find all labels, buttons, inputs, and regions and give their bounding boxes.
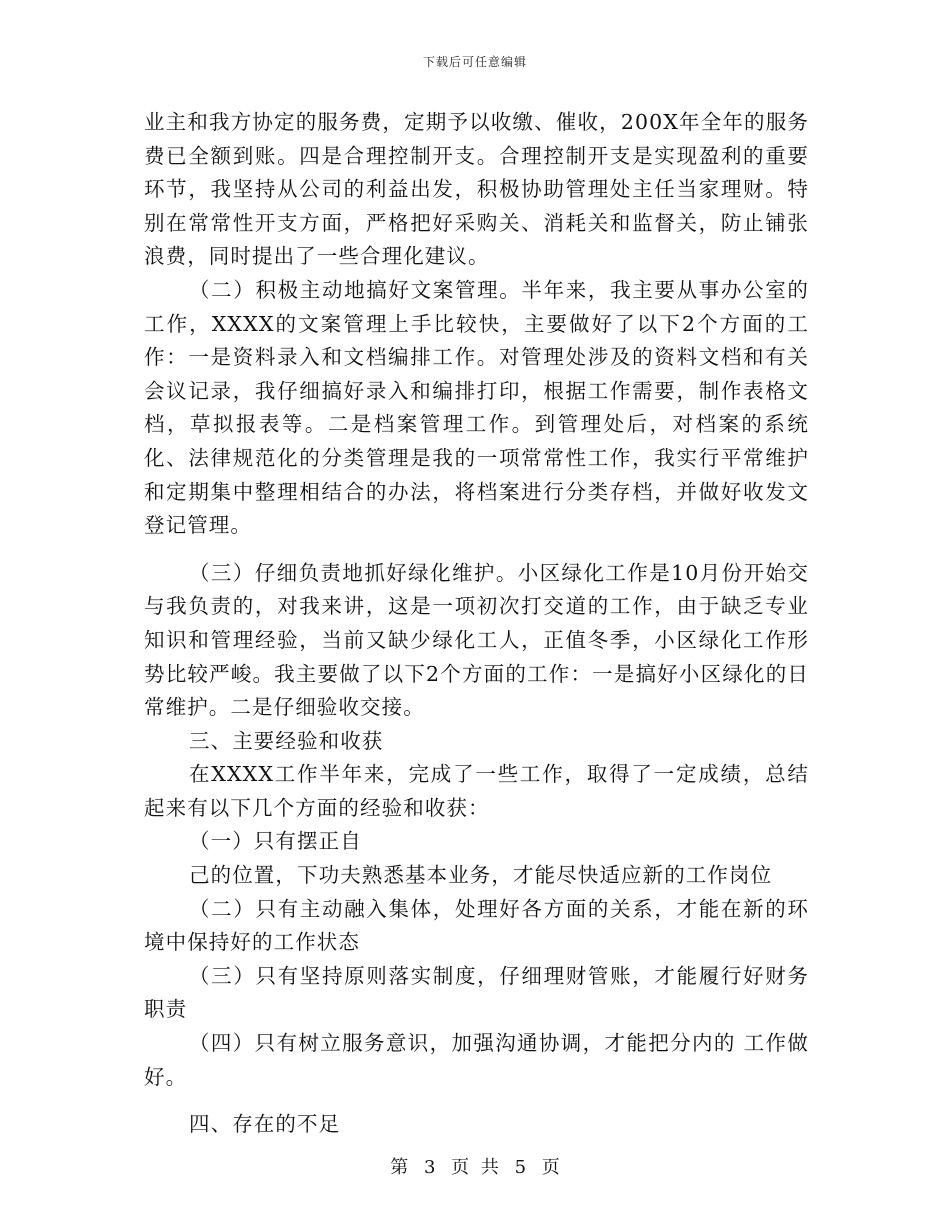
list-item-two: （二）只有主动融入集体，处理好各方面的关系，才能在新的环境中保持好的工作状态 xyxy=(144,896,809,955)
page-footer xyxy=(0,1153,950,1179)
paragraph-continuation: 业主和我方协定的服务费，定期予以收缴、催收，200X年全年的服务费已全额到账。四是合理控制开支。合理控制开支是实现盈利的重要环节，我坚持从公司的利益出发，积极协助管理处主任当家理财。特别在常常性开支方面，严格把好采购关、消耗关和监督关，防止铺张浪费，同时提出了一些合理化建议。 xyxy=(144,110,809,269)
footer-prefix: 第 xyxy=(390,1157,409,1178)
heading-shortcomings: 四、存在的不足 xyxy=(189,1112,341,1137)
heading-main-experience: 三、主要经验和收获 xyxy=(189,728,384,753)
paragraph-experience-intro: 在XXXX工作半年来，完成了一些工作，取得了一定成绩，总结起来有以下几个方面的经验和收获： xyxy=(144,762,809,820)
list-item-three: （三）只有坚持原则落实制度，仔细理财管账，才能履行好财务职责 xyxy=(144,963,809,1022)
list-item-one-end: 己的位置，下功夫熟悉基本业务，才能尽快适应新的工作岗位 xyxy=(189,863,773,888)
footer-suffix: 页 xyxy=(541,1157,560,1178)
paragraph-section-three: （三）仔细负责地抓好绿化维护。小区绿化工作是10月份开始交与我负责的，对我来讲，这是一项初次打交道的工作，由于缺乏专业知识和管理经验，当前又缺少绿化工人，正值冬季，小区绿化工作形势比较严峻。我主要做了以下2个方面的工作：一是搞好小区绿化的日常维护。二是仔细验收交接。 xyxy=(144,560,809,720)
footer-total-pages: 5 xyxy=(514,1157,527,1178)
paragraph-section-two: （二）积极主动地搞好文案管理。半年来，我主要从事办公室的工作，XXXX的文案管理上手比较快，主要做好了以下2个方面的工作：一是资料录入和文档编排工作。对管理处涉及的资料文档和有关会议记录，我仔细搞好录入和编排打印，根据工作需要，制作表格文档，草拟报表等。二是档案管理工作。到管理处后，对档案的系统化、法律规范化的分类管理是我的一项常常性工作，我实行平常维护和定期集中整理相结合的办法，将档案进行分类存档，并做好收发文登记管理。 xyxy=(144,277,809,538)
page-header: 下载后可任意编辑 xyxy=(422,55,527,69)
footer-page-number: 3 xyxy=(423,1157,436,1178)
list-item-four: （四）只有树立服务意识，加强沟通协调，才能把分内的 工作做好。 xyxy=(144,1031,809,1089)
footer-middle: 页 共 xyxy=(451,1157,499,1178)
list-item-one-start: （一）只有摆正自 xyxy=(189,829,362,854)
document-body xyxy=(144,106,809,1142)
